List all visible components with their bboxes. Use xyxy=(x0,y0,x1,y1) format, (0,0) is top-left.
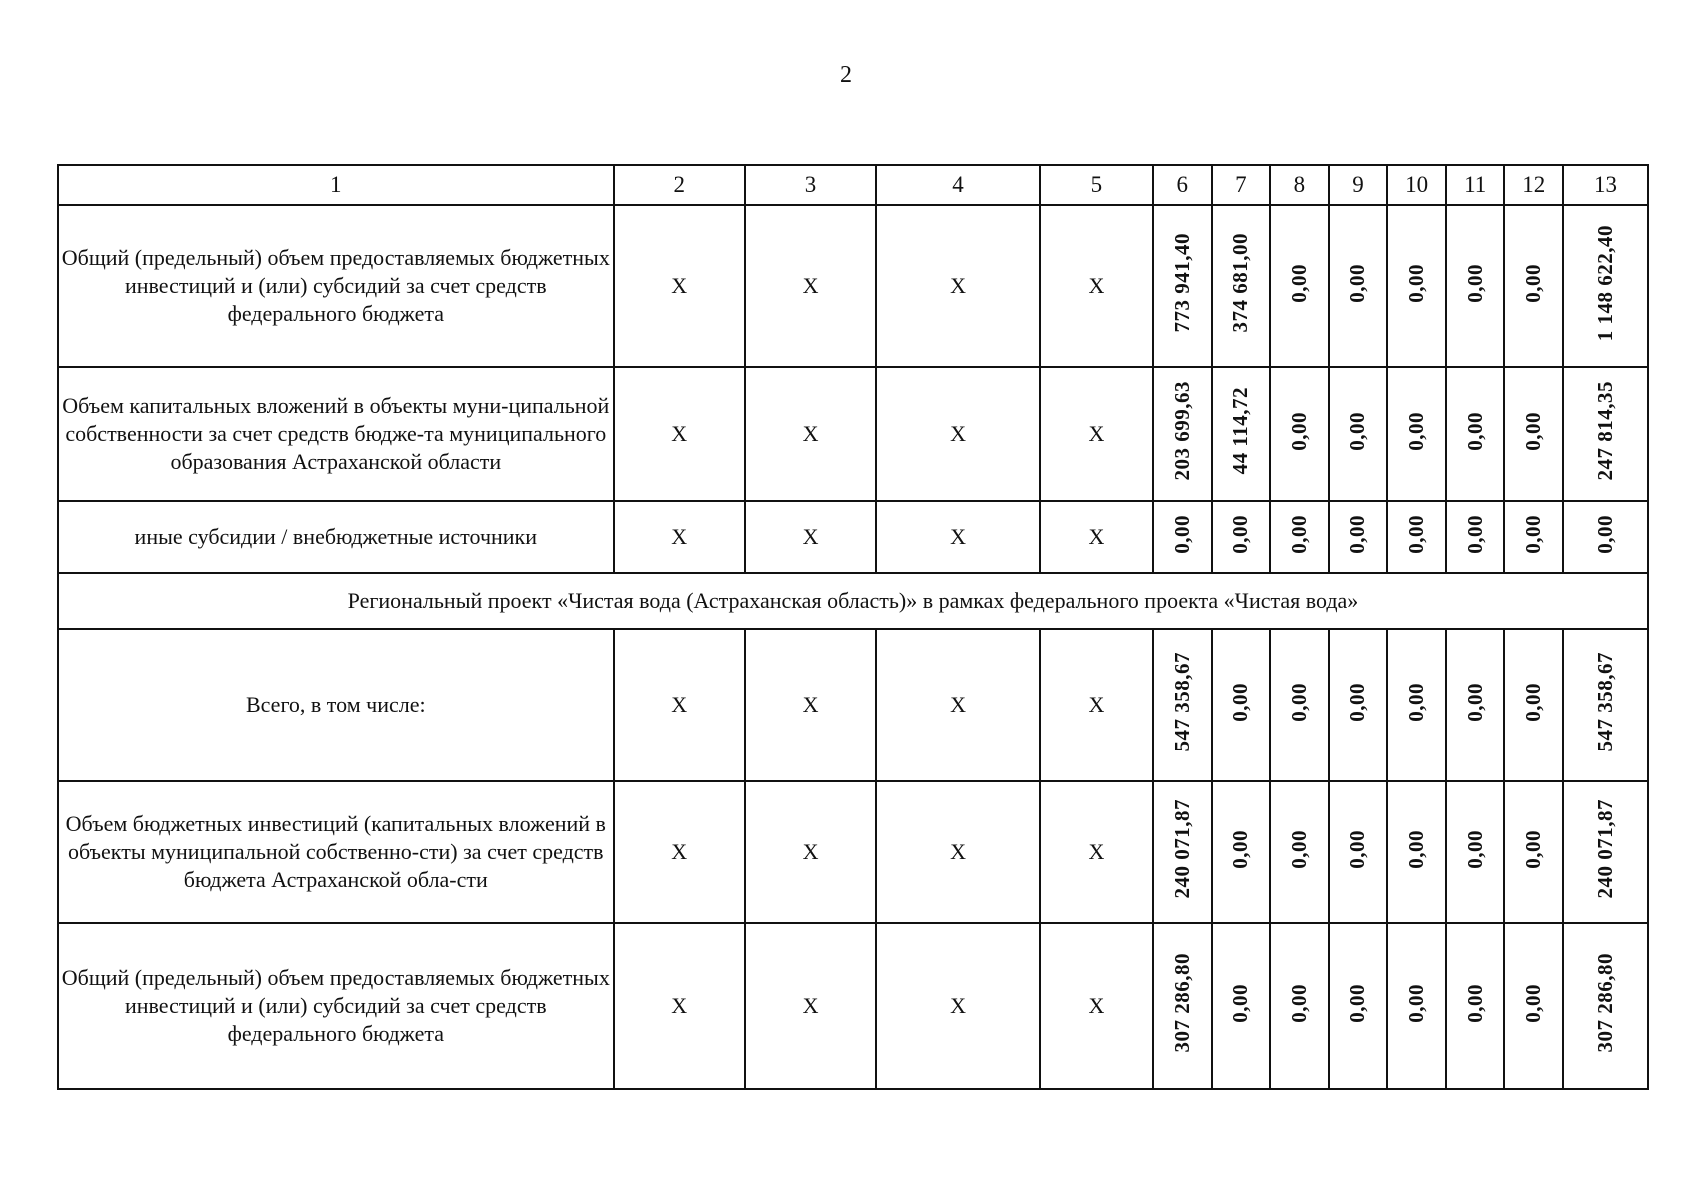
column-header: 11 xyxy=(1446,165,1505,205)
not-applicable-mark: X xyxy=(1040,205,1153,367)
amount-value: 0,00 xyxy=(1404,829,1429,869)
not-applicable-mark: X xyxy=(1040,367,1153,501)
not-applicable-mark: X xyxy=(876,501,1040,573)
not-applicable-mark: X xyxy=(614,923,745,1089)
amount-value: 0,00 xyxy=(1462,829,1487,869)
not-applicable-mark: X xyxy=(614,205,745,367)
amount-value: 0,00 xyxy=(1521,514,1546,554)
table-row xyxy=(58,501,1648,573)
row-label: Общий (предельный) объем предоставляемых бюджетных инвестиций и (или) субсидий за счет средств федерального бюджета xyxy=(58,923,614,1089)
amount-cell xyxy=(1329,781,1388,923)
amount-value: 0,00 xyxy=(1286,263,1311,303)
amount-cell xyxy=(1329,205,1388,367)
row-label: Объем капитальных вложений в объекты муни-ципальной собственности за счет средств бюдже-та муниципального образования Астраханской области xyxy=(58,367,614,501)
amount-cell xyxy=(1212,501,1271,573)
amount-value: 0,00 xyxy=(1345,682,1370,722)
not-applicable-mark: X xyxy=(1040,781,1153,923)
column-number-row xyxy=(58,165,1648,205)
amount-value: 0,00 xyxy=(1404,682,1429,722)
amount-value: 307 286,80 xyxy=(1169,953,1194,1053)
not-applicable-mark: X xyxy=(1040,501,1153,573)
amount-value: 0,00 xyxy=(1345,514,1370,554)
budget-table xyxy=(57,164,1649,1090)
amount-value: 0,00 xyxy=(1228,514,1253,554)
not-applicable-mark: X xyxy=(876,629,1040,781)
amount-cell xyxy=(1387,501,1446,573)
amount-value: 0,00 xyxy=(1521,682,1546,722)
not-applicable-mark: X xyxy=(745,629,876,781)
amount-cell xyxy=(1153,367,1212,501)
not-applicable-mark: X xyxy=(745,367,876,501)
amount-value: 0,00 xyxy=(1462,682,1487,722)
column-header: 12 xyxy=(1504,165,1563,205)
amount-value: 0,00 xyxy=(1404,263,1429,303)
column-header: 1 xyxy=(58,165,614,205)
row-label: иные субсидии / внебюджетные источники xyxy=(58,501,614,573)
amount-value: 0,00 xyxy=(1462,983,1487,1023)
not-applicable-mark: X xyxy=(614,367,745,501)
amount-cell xyxy=(1504,501,1563,573)
amount-cell xyxy=(1387,923,1446,1089)
amount-cell xyxy=(1270,205,1329,367)
amount-value: 374 681,00 xyxy=(1228,233,1253,333)
amount-cell xyxy=(1446,629,1505,781)
not-applicable-mark: X xyxy=(614,629,745,781)
amount-cell xyxy=(1387,205,1446,367)
amount-value: 0,00 xyxy=(1462,263,1487,303)
table-row xyxy=(58,367,1648,501)
amount-cell xyxy=(1212,923,1271,1089)
amount-cell xyxy=(1153,501,1212,573)
not-applicable-mark: X xyxy=(614,781,745,923)
amount-cell xyxy=(1212,205,1271,367)
amount-cell xyxy=(1270,501,1329,573)
section-row xyxy=(58,573,1648,629)
column-header: 9 xyxy=(1329,165,1388,205)
amount-cell xyxy=(1504,629,1563,781)
amount-value: 307 286,80 xyxy=(1593,953,1617,1053)
amount-cell xyxy=(1563,629,1648,781)
column-header: 3 xyxy=(745,165,876,205)
amount-cell xyxy=(1446,205,1505,367)
amount-value: 0,00 xyxy=(1228,682,1253,722)
amount-value: 0,00 xyxy=(1462,411,1487,451)
amount-cell xyxy=(1153,205,1212,367)
amount-cell xyxy=(1563,781,1648,923)
not-applicable-mark: X xyxy=(876,923,1040,1089)
not-applicable-mark: X xyxy=(876,367,1040,501)
amount-cell xyxy=(1329,923,1388,1089)
amount-value: 0,00 xyxy=(1286,983,1311,1023)
amount-cell xyxy=(1563,923,1648,1089)
amount-value: 0,00 xyxy=(1286,514,1311,554)
amount-value: 0,00 xyxy=(1345,411,1370,451)
amount-value: 0,00 xyxy=(1521,829,1546,869)
column-header: 2 xyxy=(614,165,745,205)
section-title: Региональный проект «Чистая вода (Астраханская область)» в рамках федерального проекта «Чистая вода» xyxy=(58,573,1648,629)
amount-cell xyxy=(1212,781,1271,923)
column-header: 6 xyxy=(1153,165,1212,205)
row-label: Всего, в том числе: xyxy=(58,629,614,781)
amount-value: 203 699,63 xyxy=(1169,381,1194,481)
amount-cell xyxy=(1270,781,1329,923)
not-applicable-mark: X xyxy=(745,205,876,367)
amount-value: 0,00 xyxy=(1169,514,1194,554)
amount-value: 0,00 xyxy=(1462,514,1487,554)
column-header: 7 xyxy=(1212,165,1271,205)
table-row xyxy=(58,205,1648,367)
amount-value: 0,00 xyxy=(1593,514,1617,554)
amount-cell xyxy=(1504,923,1563,1089)
table-row xyxy=(58,923,1648,1089)
amount-value: 247 814,35 xyxy=(1593,381,1617,481)
amount-value: 44 114,72 xyxy=(1228,387,1253,475)
amount-cell xyxy=(1212,367,1271,501)
amount-cell xyxy=(1504,367,1563,501)
not-applicable-mark: X xyxy=(745,501,876,573)
amount-value: 0,00 xyxy=(1286,411,1311,451)
amount-value: 240 071,87 xyxy=(1593,799,1617,899)
not-applicable-mark: X xyxy=(1040,923,1153,1089)
amount-value: 0,00 xyxy=(1521,411,1546,451)
amount-cell xyxy=(1153,923,1212,1089)
amount-cell xyxy=(1563,501,1648,573)
column-header: 4 xyxy=(876,165,1040,205)
amount-value: 0,00 xyxy=(1404,411,1429,451)
amount-value: 0,00 xyxy=(1521,263,1546,303)
amount-cell xyxy=(1563,205,1648,367)
amount-value: 0,00 xyxy=(1345,983,1370,1023)
amount-cell xyxy=(1153,629,1212,781)
amount-cell xyxy=(1270,367,1329,501)
amount-cell xyxy=(1270,923,1329,1089)
amount-value: 0,00 xyxy=(1228,983,1253,1023)
amount-value: 0,00 xyxy=(1228,829,1253,869)
amount-cell xyxy=(1446,781,1505,923)
amount-value: 0,00 xyxy=(1345,829,1370,869)
amount-value: 0,00 xyxy=(1521,983,1546,1023)
amount-value: 0,00 xyxy=(1404,983,1429,1023)
column-header: 8 xyxy=(1270,165,1329,205)
amount-cell xyxy=(1504,205,1563,367)
not-applicable-mark: X xyxy=(745,781,876,923)
amount-cell xyxy=(1504,781,1563,923)
amount-cell xyxy=(1387,781,1446,923)
row-label: Объем бюджетных инвестиций (капитальных вложений в объекты муниципальной собственно-сти) за счет средств бюджета Астраханской обла-сти xyxy=(58,781,614,923)
column-header: 10 xyxy=(1387,165,1446,205)
amount-cell xyxy=(1329,629,1388,781)
column-header: 13 xyxy=(1563,165,1648,205)
amount-cell xyxy=(1212,629,1271,781)
amount-value: 0,00 xyxy=(1345,263,1370,303)
row-label: Общий (предельный) объем предоставляемых бюджетных инвестиций и (или) субсидий за счет средств федерального бюджета xyxy=(58,205,614,367)
amount-value: 773 941,40 xyxy=(1169,233,1194,333)
table-body xyxy=(58,165,1648,1089)
amount-value: 547 358,67 xyxy=(1169,652,1194,752)
column-header: 5 xyxy=(1040,165,1153,205)
amount-value: 240 071,87 xyxy=(1169,799,1194,899)
amount-value: 0,00 xyxy=(1286,682,1311,722)
amount-cell xyxy=(1270,629,1329,781)
not-applicable-mark: X xyxy=(614,501,745,573)
amount-cell xyxy=(1329,501,1388,573)
amount-value: 1 148 622,40 xyxy=(1593,224,1617,342)
amount-cell xyxy=(1446,367,1505,501)
amount-value: 0,00 xyxy=(1404,514,1429,554)
amount-cell xyxy=(1387,629,1446,781)
not-applicable-mark: X xyxy=(876,781,1040,923)
amount-value: 0,00 xyxy=(1286,829,1311,869)
amount-cell xyxy=(1446,923,1505,1089)
amount-cell xyxy=(1329,367,1388,501)
amount-cell xyxy=(1446,501,1505,573)
not-applicable-mark: X xyxy=(1040,629,1153,781)
not-applicable-mark: X xyxy=(745,923,876,1089)
table-row xyxy=(58,629,1648,781)
amount-cell xyxy=(1153,781,1212,923)
page-number: 2 xyxy=(840,62,852,88)
amount-value: 547 358,67 xyxy=(1593,652,1617,752)
table-row xyxy=(58,781,1648,923)
amount-cell xyxy=(1387,367,1446,501)
not-applicable-mark: X xyxy=(876,205,1040,367)
amount-cell xyxy=(1563,367,1648,501)
